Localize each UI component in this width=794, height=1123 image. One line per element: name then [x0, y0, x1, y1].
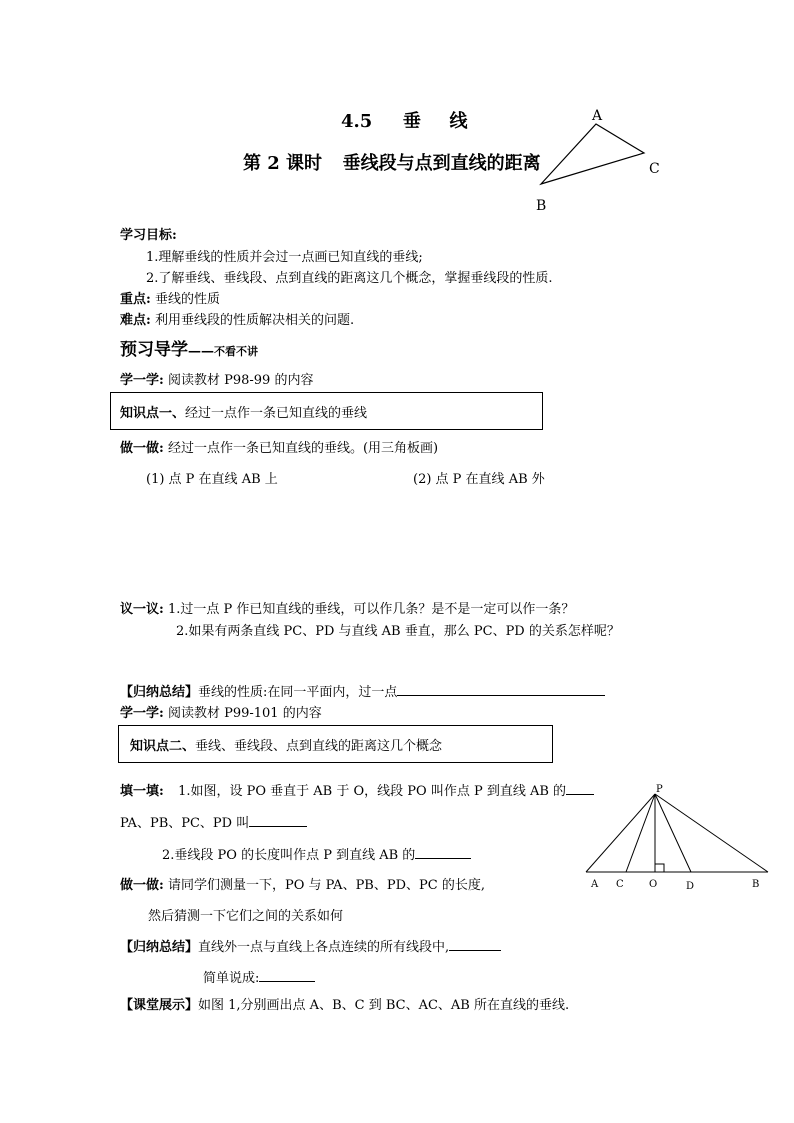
summary-2-blank[interactable] [449, 938, 501, 951]
right-angle-mark [655, 864, 664, 872]
figure-label-d: D [686, 881, 695, 892]
fill-label: 填一填: [120, 784, 164, 799]
summary-2 [120, 936, 501, 955]
difficult-point [120, 309, 354, 328]
knowledge-1-label: 知识点一、 [120, 406, 186, 421]
do-2-text: 请同学们测量一下，PO 与 PA、PB、PD、PC 的长度, [167, 878, 485, 893]
figure-label-a: A [591, 879, 599, 890]
study-2 [120, 702, 322, 721]
lesson-title [243, 149, 541, 175]
preview-heading [120, 335, 258, 360]
figure-label-o: O [649, 879, 658, 890]
key-point-text: 垂线的性质 [154, 292, 220, 307]
fill-q2-blank[interactable] [415, 846, 471, 859]
section-title-char-2: 线 [449, 111, 468, 132]
discuss-q1 [120, 598, 574, 617]
segment-pd [655, 794, 691, 872]
do-1-label: 做一做: [120, 441, 164, 456]
classroom-label: 【课堂展示】 [120, 998, 199, 1013]
segment-pb [655, 794, 768, 872]
fill-q1-text: 1.如图，设 PO 垂直于 AB 于 O，线段 PO 叫作点 P 到直线 AB 的 [178, 784, 567, 799]
knowledge-1 [120, 402, 367, 421]
difficult-point-label: 难点: [120, 313, 151, 328]
do-1-case-2: (2) 点 P 在直线 AB 外 [413, 472, 545, 487]
discuss-q2: 2.如果有两条直线 PC、PD 与直线 AB 垂直，那么 PC、PD 的关系怎样呢？ [176, 624, 620, 639]
knowledge-2-text: 垂线、垂线段、点到直线的距离这几个概念 [195, 739, 443, 754]
triangle-abc-figure [530, 100, 670, 215]
perpendicular-figure [580, 780, 780, 895]
classroom-display [120, 994, 569, 1013]
discuss-q1-text: 1.过一点 P 作已知直线的垂线，可以作几条？是不是一定可以作一条？ [167, 602, 575, 617]
do-1 [120, 437, 438, 456]
figure-label-p: P [656, 784, 663, 795]
difficult-point-text: 利用垂线段的性质解决相关的问题. [154, 313, 355, 328]
preview-tagline: 不看不讲 [214, 345, 258, 358]
lesson-period: 第 2 课时 [243, 153, 323, 174]
do-2-label: 做一做: [120, 878, 164, 893]
fill-q1-cont [120, 812, 307, 831]
summary-1-label: 【归纳总结】 [120, 685, 199, 700]
figure-label-b: B [752, 879, 760, 890]
knowledge-1-text: 经过一点作一条已知直线的垂线 [185, 406, 368, 421]
do-2-text-2: 然后猜测一下它们之间的关系如何 [148, 909, 344, 924]
summary-2-brief-label: 简单说成: [203, 971, 260, 986]
objectives-heading: 学习目标: [120, 228, 177, 243]
summary-2-brief [203, 967, 315, 986]
segment-pc [626, 794, 655, 872]
triangle-label-a: A [592, 108, 603, 124]
triangle-label-c: C [649, 161, 660, 177]
segment-pa [586, 794, 655, 872]
fill-q2-text: 2.垂线段 PO 的长度叫作点 P 到直线 AB 的 [162, 848, 416, 863]
fill-q2 [162, 844, 471, 863]
study-2-label: 学一学: [120, 706, 164, 721]
key-point-label: 重点: [120, 292, 151, 307]
triangle-abc [541, 124, 644, 184]
summary-1-text: 垂线的性质:在同一平面内，过一点 [198, 685, 398, 700]
objective-1: 1.理解垂线的性质并会过一点画已知直线的垂线; [146, 250, 423, 265]
classroom-text: 如图 1,分别画出点 A、B、C 到 BC、AC、AB 所在直线的垂线. [198, 998, 570, 1013]
fill-q1 [120, 780, 594, 799]
summary-1-blank[interactable] [397, 683, 605, 696]
section-title-char-1: 垂 [402, 111, 421, 132]
fill-q1-cont-text: PA、PB、PC、PD 叫 [120, 816, 250, 831]
section-heading [341, 107, 467, 133]
study-1 [120, 369, 313, 388]
study-2-text: 阅读教材 P99-101 的内容 [167, 706, 322, 721]
do-1-case-1: (1) 点 P 在直线 AB 上 [146, 472, 278, 487]
study-1-label: 学一学: [120, 373, 164, 388]
summary-2-brief-blank[interactable] [259, 969, 315, 982]
study-1-text: 阅读教材 P98-99 的内容 [167, 373, 314, 388]
summary-2-text: 直线外一点与直线上各点连续的所有线段中, [198, 940, 450, 955]
discuss-label: 议一议: [120, 602, 164, 617]
fill-q1-cont-blank[interactable] [249, 814, 307, 827]
knowledge-2 [130, 735, 442, 754]
key-point [120, 288, 220, 307]
lesson-name: 垂线段与点到直线的距离 [342, 153, 541, 174]
preview-dash: —— [188, 344, 214, 359]
summary-2-label: 【归纳总结】 [120, 940, 199, 955]
triangle-label-b: B [536, 198, 547, 214]
objective-2: 2.了解垂线、垂线段、点到直线的距离这几个概念，掌握垂线段的性质. [146, 271, 553, 286]
figure-label-c: C [616, 879, 624, 890]
section-number: 4.5 [341, 111, 373, 132]
summary-1 [120, 681, 605, 700]
do-2 [120, 874, 485, 893]
knowledge-2-label: 知识点二、 [130, 739, 196, 754]
do-1-text: 经过一点作一条已知直线的垂线。(用三角板画) [167, 441, 439, 456]
preview-title: 预习导学 [120, 340, 188, 360]
